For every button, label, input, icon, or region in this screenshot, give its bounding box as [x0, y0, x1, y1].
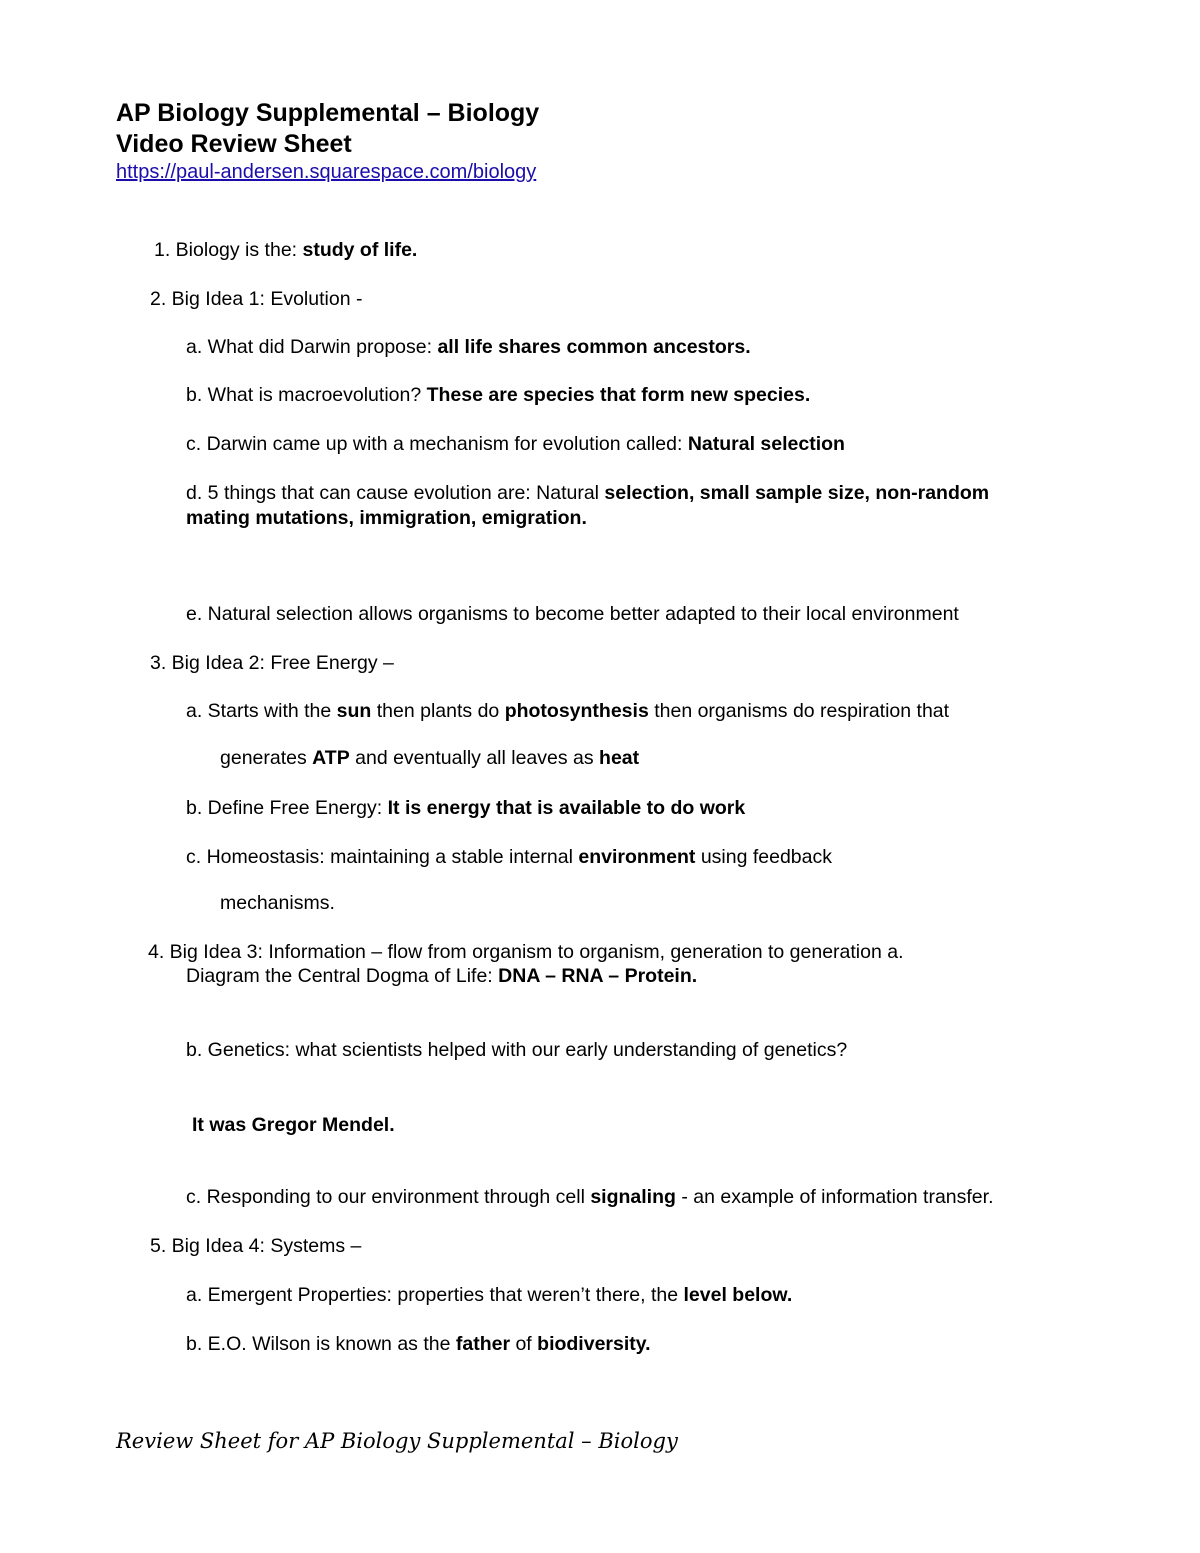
- question-5b-answer-biodiversity: biodiversity.: [537, 1333, 651, 1355]
- question-3a-answer-photosynthesis: photosynthesis: [504, 700, 649, 722]
- question-3a-text-4: generates: [220, 747, 313, 769]
- question-3a-text-1: a. Starts with the: [186, 700, 337, 722]
- question-3a-line1: [186, 699, 949, 724]
- question-2d-answer-part1: selection, small sample size, non-random: [604, 482, 990, 504]
- question-2d-prompt: d. 5 things that can cause evolution are: Natural: [186, 482, 605, 504]
- question-3c-text-1: c. Homeostasis: maintaining a stable internal: [186, 846, 579, 868]
- question-2d-line1: [186, 481, 989, 506]
- question-2a-prompt: a. What did Darwin propose:: [186, 336, 438, 358]
- question-1-prompt: 1. Biology is the:: [154, 239, 303, 261]
- question-4b-answer: [192, 1113, 395, 1138]
- question-5a: [186, 1283, 792, 1308]
- question-4b-prompt: b. Genetics: what scientists helped with our early understanding of genetics?: [186, 1039, 848, 1061]
- question-3b-answer: It is energy that is available to do work: [387, 797, 746, 819]
- question-4c-text-2: - an example of information transfer.: [675, 1186, 994, 1208]
- question-5b-answer-father: father: [455, 1333, 511, 1355]
- question-4c: [186, 1185, 994, 1210]
- question-3-heading: 3. Big Idea 2: Free Energy –: [150, 652, 394, 674]
- question-3a-text-3: then organisms do respiration that: [648, 700, 950, 722]
- question-5-heading: 5. Big Idea 4: Systems –: [150, 1235, 362, 1257]
- document-subtitle: Video Review Sheet: [116, 130, 352, 158]
- question-3a-answer-sun: sun: [336, 700, 372, 722]
- question-1: [154, 238, 417, 263]
- question-1-answer: study of life.: [302, 239, 418, 261]
- question-3c-line2: mechanisms.: [220, 892, 335, 914]
- question-3b-prompt: b. Define Free Energy:: [186, 797, 388, 819]
- question-3a-answer-atp: ATP: [312, 747, 350, 769]
- question-4c-text-1: c. Responding to our environment through cell: [186, 1186, 591, 1208]
- question-2c-answer: Natural selection: [687, 433, 845, 455]
- question-4a: [186, 964, 697, 989]
- question-3a-answer-heat: heat: [599, 747, 640, 769]
- question-2c-prompt: c. Darwin came up with a mechanism for evolution called:: [186, 433, 688, 455]
- question-5b: [186, 1332, 651, 1357]
- page-footer: Review Sheet for AP Biology Supplemental – Biology: [116, 1429, 678, 1453]
- question-2-heading: 2. Big Idea 1: Evolution -: [150, 288, 363, 310]
- question-2b-prompt: b. What is macroevolution?: [186, 384, 427, 406]
- question-2c: [186, 432, 845, 457]
- resource-link[interactable]: https://paul-andersen.squarespace.com/biology: [116, 161, 537, 183]
- question-3c-line1: [186, 845, 832, 870]
- question-2b-answer: These are species that form new species.: [426, 384, 811, 406]
- question-2b: [186, 383, 810, 408]
- question-3c-answer: environment: [578, 846, 696, 868]
- question-5b-text-2: of: [510, 1333, 538, 1355]
- question-2e: e. Natural selection allows organisms to become better adapted to their local environment: [186, 603, 959, 625]
- question-3a-text-2: then plants do: [371, 700, 505, 722]
- question-5a-answer: level below.: [683, 1284, 793, 1306]
- question-3c-text-2: using feedback: [695, 846, 833, 868]
- question-2d-line2: [186, 506, 587, 531]
- question-4c-answer: signaling: [590, 1186, 676, 1208]
- question-4-heading: 4. Big Idea 3: Information – flow from organism to organism, generation to generation a.: [148, 941, 904, 963]
- question-3b: [186, 796, 745, 821]
- question-3a-line2: [220, 746, 639, 771]
- question-4a-prompt: Diagram the Central Dogma of Life:: [186, 965, 499, 987]
- question-4b-answer-text: It was Gregor Mendel.: [192, 1114, 395, 1136]
- question-3a-text-5: and eventually all leaves as: [349, 747, 600, 769]
- question-5b-text-1: b. E.O. Wilson is known as the: [186, 1333, 456, 1355]
- question-2d-answer-part2: mating mutations, immigration, emigration.: [186, 507, 587, 529]
- question-5a-prompt: a. Emergent Properties: properties that weren’t there, the: [186, 1284, 684, 1306]
- question-4a-answer: DNA – RNA – Protein.: [498, 965, 698, 987]
- document-title: AP Biology Supplemental – Biology: [116, 99, 540, 127]
- question-2a-answer: all life shares common ancestors.: [437, 336, 751, 358]
- question-2a: [186, 335, 751, 360]
